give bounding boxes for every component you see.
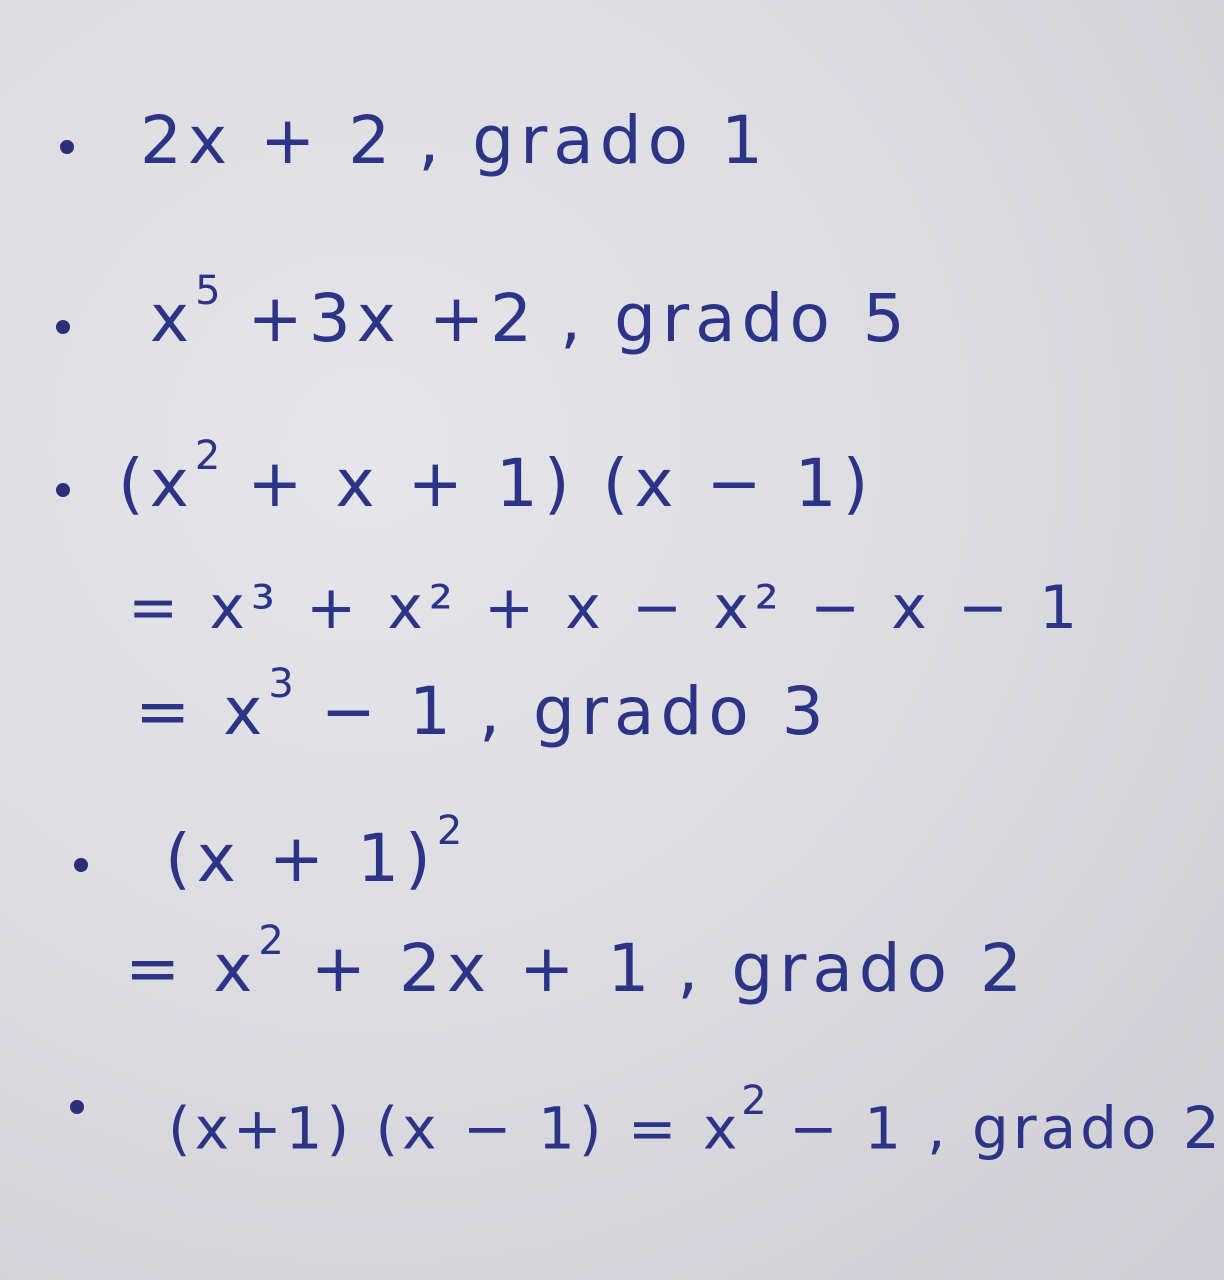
expression-rest: + x + 1) (x − 1) — [220, 445, 875, 522]
expression-rest: − 1 — [293, 673, 458, 750]
polynomial-3-line-3 — [135, 661, 830, 750]
expression-start: = x — [125, 930, 259, 1007]
expression: 2x + 2 — [140, 102, 397, 179]
degree-label: , grado 3 — [479, 673, 830, 750]
bullet-point-5 — [70, 1100, 84, 1114]
bullet-point-3 — [56, 483, 70, 497]
bullet-point-4 — [74, 858, 88, 872]
expression-start: (x+1) (x − 1) = x — [168, 1094, 742, 1163]
expression-rest: + 2x + 1 — [283, 930, 656, 1007]
exponent: 5 — [195, 268, 221, 314]
expression-rest: +3x +2 — [220, 280, 539, 357]
polynomial-4-line-1 — [165, 808, 463, 897]
exponent: 2 — [436, 808, 463, 854]
degree-label: , grado 2 — [677, 930, 1029, 1007]
exponent: 2 — [741, 1078, 767, 1124]
exponent: 2 — [258, 918, 284, 964]
polynomial-2 — [150, 268, 911, 357]
degree-label: , grado 1 — [418, 102, 769, 179]
polynomial-5 — [168, 1078, 1224, 1163]
expression: (x + 1) — [165, 820, 437, 897]
bullet-point-1 — [60, 140, 74, 154]
expression-start: (x — [118, 445, 195, 522]
expanded-expression: = x³ + x² + x − x² − x − 1 — [128, 573, 1084, 643]
bullet-point-2 — [56, 320, 70, 334]
degree-label: , grado 2 — [927, 1094, 1224, 1163]
expression-rest: − 1 — [766, 1094, 906, 1163]
polynomial-4-line-2 — [125, 918, 1029, 1007]
degree-label: , grado 5 — [560, 280, 911, 357]
base: x — [150, 280, 196, 357]
polynomial-1 — [140, 102, 769, 179]
expression-start: = x — [135, 673, 269, 750]
exponent: 2 — [194, 433, 221, 479]
exponent: 3 — [268, 661, 294, 707]
polynomial-3-line-1 — [118, 433, 875, 522]
polynomial-3-line-2 — [128, 573, 1084, 643]
